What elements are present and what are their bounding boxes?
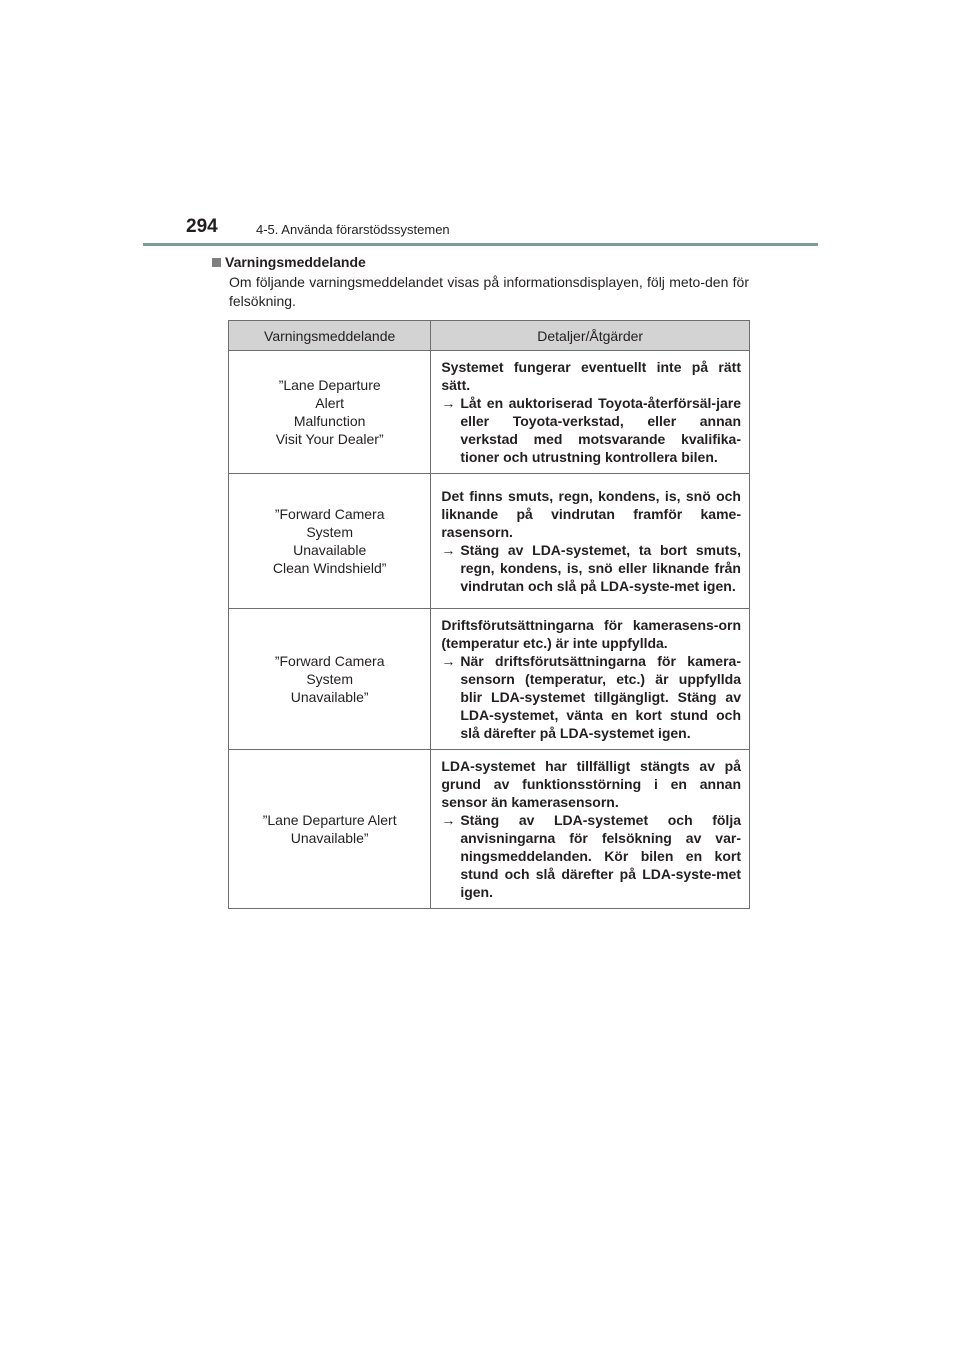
cause-text: Driftsförutsättningarna för kamerasens-orn (temperatur etc.) är inte uppfyllda.: [441, 617, 741, 651]
table-row: [229, 351, 750, 474]
header-divider: [143, 243, 818, 246]
bullet-square-icon: [212, 258, 221, 267]
action-text: Stäng av LDA-systemet, ta bort smuts, regn, kondens, is, snö eller liknande från vindrutan och slå på LDA-syste-met igen.: [460, 542, 741, 594]
column-header-message: Varningsmeddelande: [229, 321, 431, 351]
warning-message: ”Forward Camera System Unavailable”: [229, 609, 431, 750]
cause-text: LDA-systemet har tillfälligt stängts av på grund av funktionsstörning i en annan sensor än kamerasensorn.: [441, 758, 741, 810]
action-text: Stäng av LDA-systemet och följa anvisningarna för felsökning av var-ningsmeddelanden. Kör bilen en kort stund och slå därefter på LDA-syste-met igen.: [460, 812, 741, 900]
section-heading-text: Varningsmeddelande: [225, 254, 366, 270]
table-row: [229, 750, 750, 909]
table-row: [229, 609, 750, 750]
warning-detail-cell: [431, 609, 750, 750]
arrow-right-icon: →: [441, 395, 456, 411]
arrow-right-icon: →: [441, 542, 456, 558]
intro-paragraph: Om följande varningsmeddelandet visas på informationsdisplayen, följ meto-den för felsökning.: [229, 274, 749, 309]
table-header-row: [229, 321, 750, 351]
action-item: [441, 394, 741, 466]
cause-text: Det finns smuts, regn, kondens, is, snö och liknande på vindrutan framför kame-rasensorn.: [441, 488, 741, 540]
action-text: Låt en auktoriserad Toyota-återförsäl-jare eller Toyota-verkstad, eller annan verkstad med motsvarande kvalifika-tioner och utrustning kontrollera bilen.: [460, 395, 741, 465]
warning-message: ”Forward Camera System Unavailable Clean Windshield”: [229, 474, 431, 609]
action-item: [441, 652, 741, 742]
arrow-right-icon: →: [441, 653, 456, 669]
warning-detail-cell: [431, 750, 750, 909]
warning-table: [228, 320, 750, 909]
section-heading: [212, 254, 366, 270]
action-item: [441, 811, 741, 901]
section-title: 4-5. Använda förarstödssystemen: [256, 222, 450, 237]
arrow-right-icon: →: [441, 812, 456, 828]
table-row: [229, 474, 750, 609]
warning-message: ”Lane Departure Alert Unavailable”: [229, 750, 431, 909]
action-item: [441, 541, 741, 595]
column-header-details: Detaljer/Åtgärder: [431, 321, 750, 351]
warning-detail-cell: [431, 474, 750, 609]
cause-text: Systemet fungerar eventuellt inte på rätt sätt.: [441, 359, 741, 393]
action-text: När driftsförutsättningarna för kamera-sensorn (temperatur, etc.) är uppfyllda blir LDA-systemet tillgängligt. Stäng av LDA-systemet, vänta en kort stund och slå därefter på LDA-systemet igen.: [460, 653, 741, 741]
page-number: 294: [186, 216, 218, 237]
warning-message: ”Lane Departure Alert Malfunction Visit Your Dealer”: [229, 351, 431, 474]
warning-detail-cell: [431, 351, 750, 474]
